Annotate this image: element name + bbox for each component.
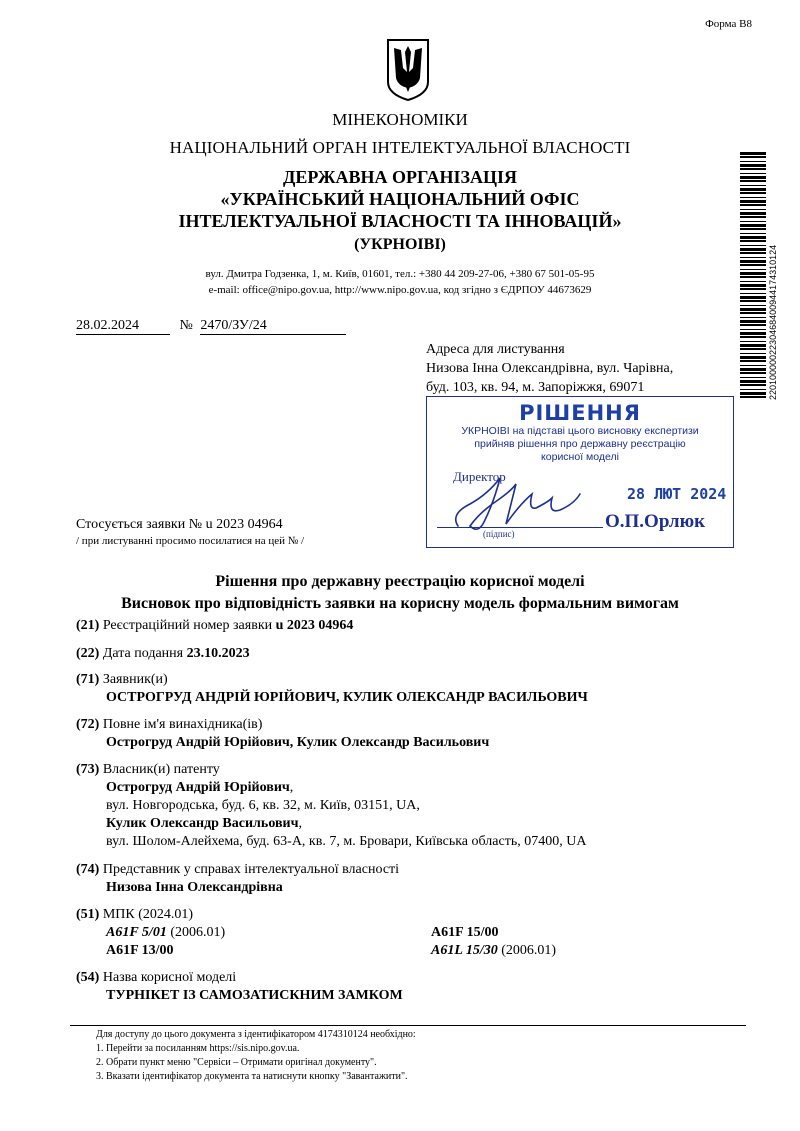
ipc-class-2: A61F 15/00 [431,925,499,940]
barcode-bar [740,240,766,242]
representative: Низова Інна Олександрівна [106,880,283,895]
barcode-bar [740,185,766,186]
footer-instructions [96,1028,416,1084]
application-reference: Стосується заявки № u 2023 04964 [76,517,283,532]
barcode-bar [740,176,766,179]
barcode-bar [740,389,766,390]
footer-line-3: 2. Обрати пункт меню "Сервіси – Отримати оригінал документу". [96,1057,377,1068]
organization-short-name: (УКРНОІВІ) [354,236,446,253]
barcode-bar [740,344,766,347]
ministry-name: МІНЕКОНОМІКИ [332,110,468,129]
stamp-text-2: прийняв рішення про державну реєстрацію [474,438,686,450]
barcode-bar [740,360,766,362]
address-label: Адреса для листування [426,342,565,357]
barcode-bar [740,168,766,170]
letter-date: 28.02.2024 [76,318,170,335]
contacts [0,266,800,298]
barcode-bar [740,204,766,206]
barcode-bar [740,209,766,210]
inventors: Острогруд Андрій Юрійович, Кулик Олександр Васильович [106,735,490,750]
contacts-line-2: e-mail: office@nipo.gov.ua, http://www.nipo.gov.ua, код згідно з ЄДРПОУ 44673629 [208,284,592,296]
signature-caption: (підпис) [483,529,515,539]
stamp-director-label: Директор [453,469,506,484]
ipc-class-3: A61F 13/00 [106,943,174,958]
barcode-bar [740,216,766,218]
letter-date-number [76,318,346,335]
barcode-bar [740,396,766,398]
barcode-bar [740,212,766,215]
barcode-bar [740,329,766,330]
barcode-bar [740,356,766,359]
coat-of-arms-icon [384,38,432,102]
address-line-2: буд. 103, кв. 94, м. Запоріжжя, 69071 [426,380,645,395]
organization-name [0,166,800,232]
org-line-3: ІНТЕЛЕКТУАЛЬНОЇ ВЛАСНОСТІ ТА ІННОВАЦІЙ» [178,211,622,231]
ipc-class-1: A61F 5/01 (2006.01) [106,925,226,940]
ipc-class-4: A61L 15/30 (2006.01) [431,943,557,958]
field-54: (54) Назва корисної моделі [76,970,237,985]
barcode-bar [740,365,766,366]
address-line-1: Низова Інна Олександрівна, вул. Чарівна, [426,361,674,376]
barcode [740,152,766,402]
barcode-bar [740,377,766,378]
utility-model-name: ТУРНІКЕТ ІЗ САМОЗАТИСКНИМ ЗАМКОМ [106,988,403,1003]
barcode-bar [740,288,766,290]
barcode-bar [740,233,766,234]
barcode-bar [740,281,766,282]
footer-line-4: 3. Вказати ідентифікатор документа та натиснути кнопку "Завантажити". [96,1071,408,1082]
barcode-bar [740,368,766,371]
field-21: (21) Реєстраційний номер заявки u 2023 04964 [76,618,354,633]
barcode-bar [740,152,766,155]
footer-divider [70,1025,746,1026]
decision-title: Рішення про державну реєстрацію корисної моделі [215,573,585,590]
barcode-bar [740,221,766,222]
barcode-bar [740,173,766,174]
barcode-bar [740,245,766,246]
barcode-bar [740,269,766,270]
stamp-title: РІШЕННЯ [519,401,641,425]
owner-1: Острогруд Андрій Юрійович, [106,780,294,795]
barcode-bar [740,312,766,314]
barcode-bar [740,272,766,275]
barcode-bar [740,324,766,326]
barcode-bar [740,252,766,254]
barcode-bar [740,332,766,335]
footer-line-2: 1. Перейти за посиланням https://sis.nipo.gov.ua. [96,1043,300,1054]
barcode-bar [740,296,766,299]
barcode-bar [740,317,766,318]
barcode-bar [740,200,766,203]
barcode-bar [740,164,766,167]
barcode-bar [740,228,766,230]
stamp-text [427,425,733,464]
owner-2: Кулик Олександр Васильович, [106,816,302,831]
field-22: (22) Дата подання 23.10.2023 [76,646,250,661]
application-number: u 2023 04964 [275,618,354,633]
barcode-bar [740,180,766,182]
owner-1-address: вул. Новгородська, буд. 6, кв. 32, м. Київ, 03151, UA, [106,798,420,813]
barcode-bar [740,308,766,311]
letter-number: 2470/ЗУ/24 [200,318,346,335]
barcode-bar [740,384,766,386]
barcode-bar [740,392,766,395]
reference-note: / при листуванні просимо посилатися на цей № / [76,535,305,547]
conclusion-title: Висновок про відповідність заявки на корисну модель формальним вимогам [121,595,679,612]
contacts-line-1: вул. Дмитра Годзенка, 1, м. Київ, 01601, тел.: +380 44 209-27-06, +380 67 501-05-95 [205,268,595,280]
field-71: (71) Заявник(и) [76,672,168,687]
barcode-bar [740,236,766,239]
stamp-text-3: корисної моделі [541,451,619,463]
owner-2-address: вул. Шолом-Алейхема, буд. 63-А, кв. 7, м. Бровари, Київська область, 07400, UA [106,834,587,849]
handwritten-signature [440,464,610,544]
director-name: О.П.Орлюк [605,511,706,532]
barcode-bar [740,284,766,287]
filing-date: 23.10.2023 [186,646,250,661]
barcode-bar [740,305,766,306]
barcode-bar [740,188,766,191]
barcode-bar [740,197,766,198]
form-code: Форма В8 [705,18,752,30]
barcode-bar [740,372,766,374]
stamp-date: 28 ЛЮТ 2024 [627,485,727,503]
barcode-bar [740,264,766,266]
barcode-bar [740,248,766,251]
field-73: (73) Власник(и) патенту [76,762,220,777]
barcode-bar [740,380,766,383]
barcode-bar [740,353,766,354]
field-72: (72) Повне ім'я винахідника(ів) [76,717,263,732]
barcode-bar [740,341,766,342]
stamp-text-1: УКРНОІВІ на підставі цього висновку експертизи [461,425,699,437]
barcode-bar [740,161,766,162]
barcode-bar [740,257,766,258]
barcode-bar [740,156,766,158]
barcode-bar [740,320,766,323]
barcode-bar [740,224,766,227]
footer-line-1: Для доступу до цього документа з ідентифікатором 4174310124 необхідно: [96,1029,416,1040]
barcode-bar [740,260,766,263]
field-74: (74) Представник у справах інтелектуальної власності [76,862,400,877]
barcode-bar [740,300,766,302]
barcode-bar [740,192,766,194]
number-label: № [179,318,193,333]
barcode-bar [740,348,766,350]
barcode-number: 2201000002230468400944174310124 [768,244,778,400]
barcode-bar [740,293,766,294]
org-line-2: «УКРАЇНСЬКИЙ НАЦІОНАЛЬНИЙ ОФІС [220,189,580,209]
barcode-bar [740,336,766,338]
org-line-1: ДЕРЖАВНА ОРГАНІЗАЦІЯ [282,167,518,187]
authority-name: НАЦІОНАЛЬНИЙ ОРГАН ІНТЕЛЕКТУАЛЬНОЇ ВЛАСНОСТІ [169,138,631,157]
mailing-address [426,340,673,397]
field-51: (51) МПК (2024.01) [76,907,194,922]
barcode-bar [740,276,766,278]
applicants: ОСТРОГРУД АНДРІЙ ЮРІЙОВИЧ, КУЛИК ОЛЕКСАНДР ВАСИЛЬОВИЧ [106,690,588,705]
